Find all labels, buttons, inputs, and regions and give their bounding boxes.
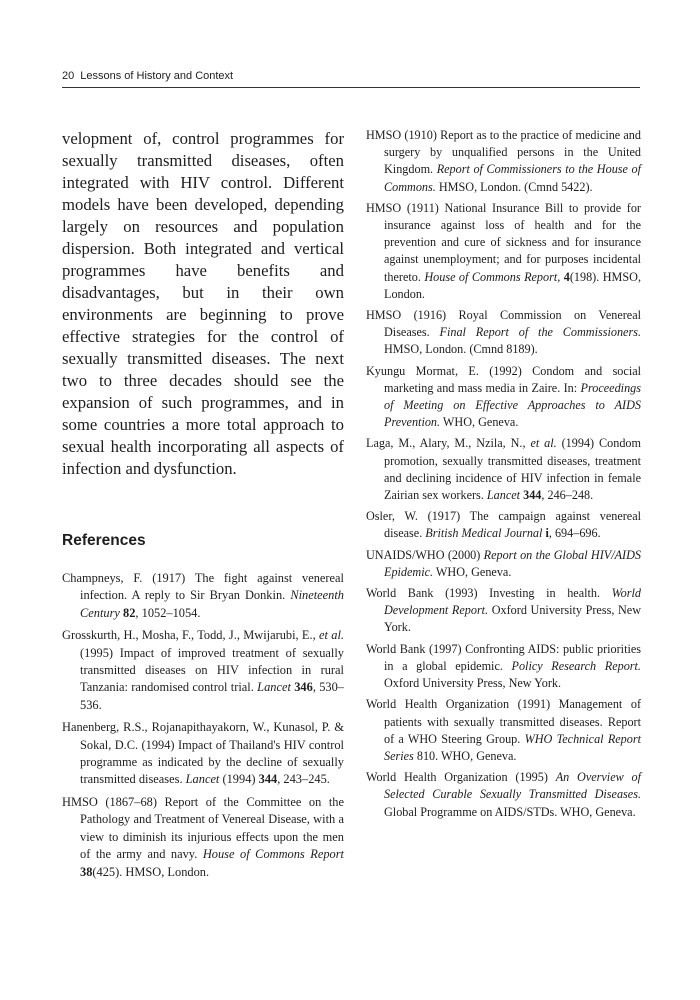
- reference-entry: World Bank (1993) Investing in health. World Development Report. Oxford University Press, New York.: [366, 586, 641, 635]
- reference-entry: World Health Organization (1995) An Overview of Selected Curable Sexually Transmitted Diseases. Global Programme on AIDS/STDs. WHO, Geneva.: [366, 770, 641, 819]
- reference-entry: World Health Organization (1991) Management of patients with sexually transmitted diseases. Report of a WHO Steering Group. WHO Technical Report Series 810. WHO, Geneva.: [366, 697, 641, 763]
- reference-entry: Hanenberg, R.S., Rojanapithayakorn, W., Kunasol, P. & Sokal, D.C. (1994) Impact of Thailand's HIV control programme as indicated by the decline of sexually transmitted diseases. Lancet (1994) 344, 243–245.: [62, 720, 344, 787]
- reference-entry: UNAIDS/WHO (2000) Report on the Global HIV/AIDS Epidemic. WHO, Geneva.: [366, 547, 641, 579]
- reference-entry: World Bank (1997) Confronting AIDS: public priorities in a global epidemic. Policy Research Report. Oxford University Press, New York.: [366, 641, 641, 691]
- left-column: [62, 128, 344, 886]
- reference-entry: Grosskurth, H., Mosha, F., Todd, J., Mwijarubi, E., et al. (1995) Impact of improved treatment of sexually transmitted diseases on HIV infection in rural Tanzania: randomised control trial. Lancet 346, 530–536.: [62, 628, 344, 712]
- reference-entry: Laga, M., Alary, M., Nzila, N., et al. (1994) Condom promotion, sexually transmitted diseases, treatment and declining incidence of HIV infection in female Zairian sex workers. Lancet 344, 246–248.: [366, 436, 641, 503]
- right-column: [366, 127, 641, 825]
- reference-entry: HMSO (1911) National Insurance Bill to provide for insurance against loss of health and for the prevention and cure of sickness and for insurance against unemployment; and for purposes incidental thereto. House of Commons Report, 4(198). HMSO, London.: [366, 200, 642, 301]
- running-head: [62, 70, 640, 88]
- reference-entry: Kyungu Mormat, E. (1992) Condom and social marketing and mass media in Zaire. In: Proceedings of Meeting on Effective Approaches to AIDS Prevention. WHO, Geneva.: [366, 363, 641, 430]
- reference-entry: HMSO (1867–68) Report of the Committee on the Pathology and Treatment of Venereal Disease, with a view to diminish its injurious effects upon the men of the army and navy. House of Commons Report 38(425). HMSO, London.: [62, 794, 344, 879]
- body-paragraph: velopment of, control programmes for sexually transmitted diseases, often integrated with HIV control. Different models have been developed, depending largely on resources and population dispersion. Both integrated and vertical programmes have benefits and disadvantages, but in their own environments are beginning to prove effective strategies for the control of sexually transmitted diseases. The next two to three decades should see the expansion of such programmes, and in some countries a more total approach to sexual health incorporating all aspects of infection and dysfunction.: [62, 129, 344, 478]
- reference-entry: HMSO (1916) Royal Commission on Venereal Diseases. Final Report of the Commissioners. HMSO, London. (Cmnd 8189).: [366, 308, 641, 357]
- references-list-left: [62, 570, 344, 881]
- reference-entry: Champneys, F. (1917) The fight against venereal infection. A reply to Sir Bryan Donkin. Nineteenth Century 82, 1052–1054.: [62, 571, 344, 620]
- references-list-right: [366, 127, 641, 821]
- page-number: 20: [62, 70, 75, 82]
- running-title: Lessons of History and Context: [80, 70, 234, 82]
- references-heading: References: [62, 532, 146, 549]
- reference-entry: Osler, W. (1917) The campaign against venereal disease. British Medical Journal i, 694–696.: [366, 509, 641, 541]
- reference-entry: HMSO (1910) Report as to the practice of medicine and surgery by unqualified persons in the United Kingdom. Report of Commissioners to the House of Commons. HMSO, London. (Cmnd 5422).: [366, 128, 642, 194]
